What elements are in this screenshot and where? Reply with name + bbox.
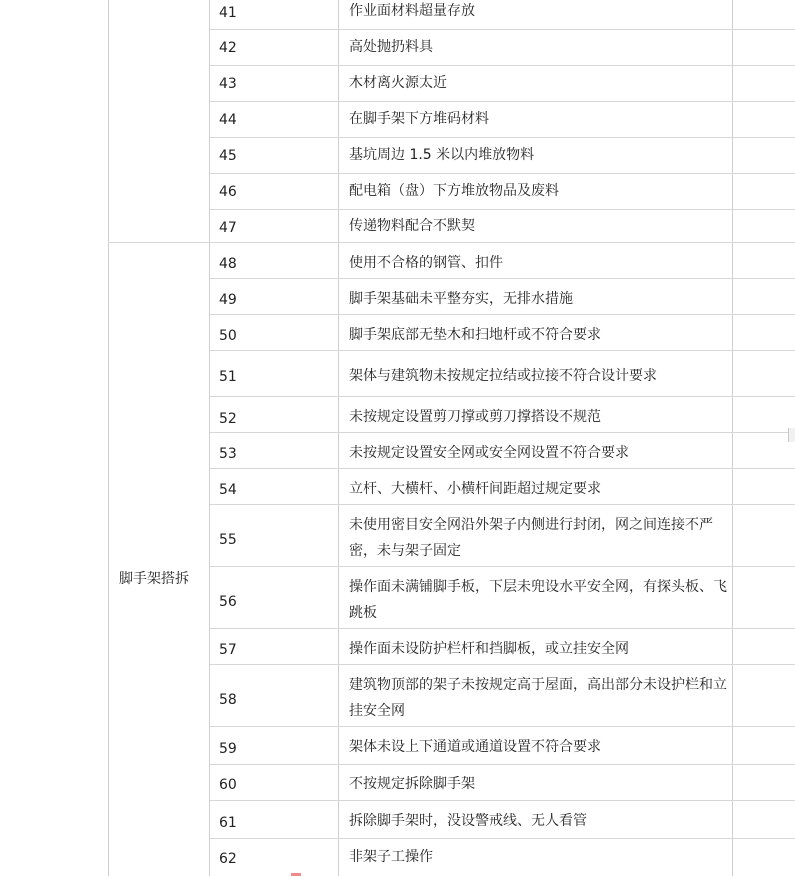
row-number: 42 [219, 40, 237, 56]
row-number: 52 [219, 411, 237, 427]
row-border [209, 664, 795, 665]
row-description: 传递物料配合不默契 [349, 218, 475, 234]
row-border [209, 764, 795, 765]
row-description: 使用不合格的钢管、扣件 [349, 255, 503, 271]
row-description: 操作面未设防护栏杆和挡脚板，或立挂安全网 [349, 641, 629, 657]
row-border [209, 726, 795, 727]
column-border [338, 0, 339, 876]
row-number: 53 [219, 446, 237, 462]
row-number: 51 [219, 369, 237, 385]
row-border [209, 468, 795, 469]
row-description: 脚手架基础未平整夯实，无排水措施 [349, 291, 573, 307]
row-description: 在脚手架下方堆码材料 [349, 111, 489, 127]
row-description: 不按规定拆除脚手架 [349, 776, 475, 792]
row-description: 建筑物顶部的架子未按规定高于屋面，高出部分未设护栏和立挂安全网 [349, 677, 727, 719]
row-description: 脚手架底部无垫木和扫地杆或不符合要求 [349, 327, 601, 343]
row-border [209, 432, 795, 433]
column-border [108, 0, 109, 876]
row-number: 45 [219, 148, 237, 164]
row-number: 44 [219, 112, 237, 128]
row-number: 56 [219, 594, 237, 610]
row-description: 配电箱（盘）下方堆放物品及废料 [349, 183, 559, 199]
row-number: 62 [219, 851, 237, 867]
row-number: 57 [219, 642, 237, 658]
row-description: 拆除脚手架时，没设警戒线、无人看管 [349, 813, 587, 829]
row-description: 作业面材料超量存放 [349, 3, 475, 19]
row-description: 非架子工操作 [349, 849, 433, 865]
row-number: 61 [219, 815, 237, 831]
column-border [732, 0, 733, 876]
row-border [209, 566, 795, 567]
row-description: 架体与建筑物未按规定拉结或拉接不符合设计要求 [349, 368, 657, 384]
row-description: 未按规定设置剪刀撑或剪刀撑搭设不规范 [349, 409, 601, 425]
row-number: 58 [219, 692, 237, 708]
row-border [209, 137, 795, 138]
row-border [209, 173, 795, 174]
row-number: 55 [219, 532, 237, 548]
row-border [209, 65, 795, 66]
row-border [209, 800, 795, 801]
row-border [209, 350, 795, 351]
row-border [209, 396, 795, 397]
row-number: 41 [219, 5, 237, 21]
row-description: 基坑周边 1.5 米以内堆放物料 [349, 147, 535, 163]
scroll-handle[interactable] [788, 428, 795, 442]
row-number: 43 [219, 76, 237, 92]
row-border [209, 314, 795, 315]
row-number: 49 [219, 292, 237, 308]
row-number: 60 [219, 777, 237, 793]
row-description: 操作面未满铺脚手板，下层未兜设水平安全网，有探头板、飞跳板 [349, 579, 727, 621]
row-description: 高处抛扔料具 [349, 39, 433, 55]
row-number: 54 [219, 482, 237, 498]
row-number: 48 [219, 256, 237, 272]
row-description: 立杆、大横杆、小横杆间距超过规定要求 [349, 481, 601, 497]
row-border [209, 278, 795, 279]
row-number: 46 [219, 184, 237, 200]
row-number: 50 [219, 328, 237, 344]
row-border [209, 628, 795, 629]
row-border [209, 838, 795, 839]
row-border [209, 29, 795, 30]
category-cell: 脚手架搭拆 [119, 571, 189, 587]
row-description: 未使用密目安全网沿外架子内侧进行封闭，网之间连接不严密，未与架子固定 [349, 517, 713, 559]
row-description: 未按规定设置安全网或安全网设置不符合要求 [349, 445, 629, 461]
row-border [209, 101, 795, 102]
row-number: 59 [219, 741, 237, 757]
row-description: 架体未设上下通道或通道设置不符合要求 [349, 739, 601, 755]
row-number: 47 [219, 220, 237, 236]
row-border [209, 504, 795, 505]
row-description: 木材离火源太近 [349, 75, 447, 91]
column-border [209, 0, 210, 876]
category-border [108, 242, 795, 243]
row-border [209, 209, 795, 210]
